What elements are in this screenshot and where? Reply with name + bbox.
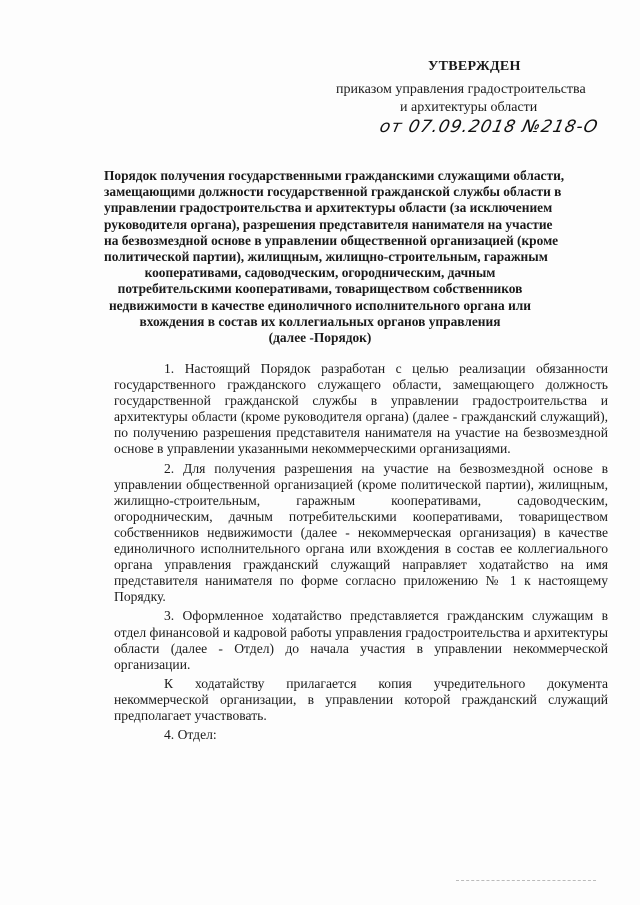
title-line: руководителя органа), разрешения представителя нанимателя на участие <box>104 216 553 232</box>
approval-order-line: приказом управления градостроительства <box>336 82 586 97</box>
title-line: замещающими должности государственной гражданской службы области в <box>104 184 562 200</box>
approval-department-line: и архитектуры области <box>400 100 538 115</box>
scan-artifact-divider <box>456 880 596 881</box>
document-body <box>114 361 608 743</box>
title-line: управлении градостроительства и архитектуры области (за исключением <box>104 200 553 216</box>
paragraph-3: 3. Оформленное ходатайство представляется гражданским служащим в отдел финансовой и кадровой работы управления градостроительства и архитектуры области (далее - Отдел) до начала участия в управлении некоммерческой организации. <box>114 608 608 672</box>
document-title <box>104 168 565 346</box>
paragraph-3-attachment: К ходатайству прилагается копия учредительного документа некоммерческой организации, в управлении которой гражданский служащий предполагает участвовать. <box>114 675 608 723</box>
approval-block <box>336 58 606 138</box>
title-line: потребительскими кооперативами, товариществом собственников <box>117 281 523 297</box>
title-line: вхождения в состав их коллегиальных органов управления <box>139 313 501 329</box>
title-line: кооперативами, садоводческим, огородническим, дачным <box>144 265 496 281</box>
approval-title: УТВЕРЖДЕН <box>428 59 521 74</box>
paragraph-4: 4. Отдел: <box>164 727 217 743</box>
title-line: Порядок получения государственными гражданскими служащими области, <box>104 168 565 183</box>
paragraph-2: 2. Для получения разрешения на участие на безвозмездной основе в управлении общественной организацией (кроме политической партии), жилищным, жилищно-строительным, гаражным кооперативами, садоводческим, огородническим, дачным потребительскими кооперативами, товариществом собственников недвижимости (далее - некоммерческая организация) в качестве единоличного исполнительного органа или вхождения в состав ее коллегиального органа управления гражданский служащий направляет ходатайство на имя представителя нанимателя по форме согласно приложению № 1 к настоящему Порядку. <box>114 460 608 605</box>
title-line: на безвозмездной основе в управлении общественной организацией (кроме <box>104 232 559 248</box>
handwritten-date-number: от 07.09.2018 №218-О <box>377 117 601 137</box>
title-line: (далее -Порядок) <box>268 330 372 346</box>
title-line: политической партии), жилищным, жилищно-строительным, гаражным <box>104 249 548 265</box>
title-line: недвижимости в качестве единоличного исполнительного органа или <box>108 297 532 313</box>
paragraph-1: 1. Настоящий Порядок разработан с целью реализации обязанности государственного гражданского служащего области, замещающего должность государственной гражданской службы в управлении градостроительства и архитектуры области (кроме руководителя органа) (далее - гражданский служащий), по получению разрешения представителя нанимателя на участие на безвозмездной основе в управлении указанными некоммерческими организациями. <box>114 361 608 457</box>
